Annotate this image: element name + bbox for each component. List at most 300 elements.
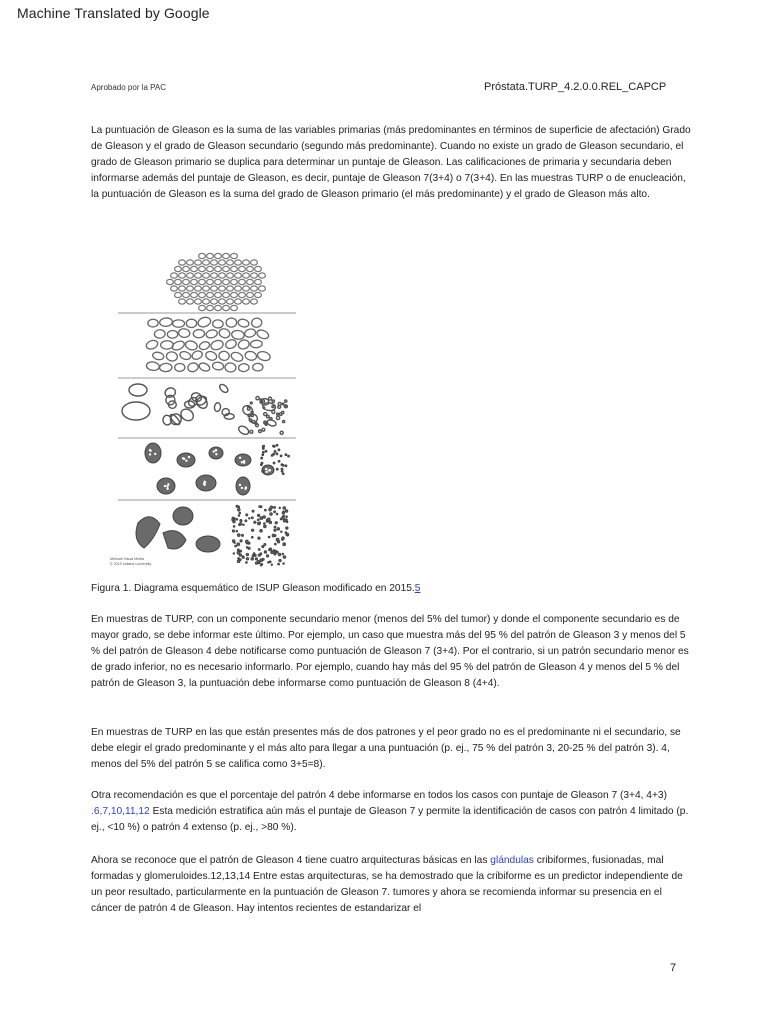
- gland-shape: [179, 350, 192, 361]
- page-number: 7: [670, 962, 677, 974]
- cell-dot: [251, 558, 253, 560]
- cell-dot: [283, 520, 285, 522]
- cell-dot: [269, 521, 272, 524]
- gland-shape: [175, 266, 182, 271]
- figure-credit-line-2: © 2015 Indiana University: [110, 562, 152, 566]
- lumen-dot: [213, 450, 215, 452]
- cell-dot: [242, 556, 244, 558]
- gland-shape: [255, 292, 262, 297]
- gland-shape: [199, 279, 206, 284]
- cell-dot: [279, 507, 280, 508]
- gland-shape: [219, 260, 226, 265]
- cell-dot: [258, 537, 260, 539]
- cell-dot: [264, 413, 267, 416]
- cell-dot: [280, 455, 282, 457]
- gland-shape: [235, 286, 242, 291]
- lumen-dot: [167, 483, 169, 485]
- gland-shape: [171, 339, 186, 351]
- cell-dot: [246, 562, 248, 564]
- gland-shape: [187, 362, 199, 373]
- lumen-dot: [149, 449, 151, 451]
- gland-shape: [231, 279, 238, 284]
- lumen-dot: [215, 453, 217, 455]
- cell-dot: [278, 402, 281, 405]
- cell-dot: [239, 512, 241, 514]
- lumen-dot: [182, 457, 184, 459]
- cell-dot: [283, 556, 286, 559]
- cell-dot: [255, 562, 257, 564]
- cell-dot: [268, 562, 270, 564]
- cell-dot: [239, 559, 241, 561]
- gland-shape: [219, 273, 226, 278]
- gland-shape: [207, 305, 214, 310]
- gland-shape: [197, 316, 212, 329]
- cell-dot: [282, 411, 284, 413]
- cell-dot: [241, 534, 243, 536]
- cell-dot: [240, 540, 242, 542]
- gland-shape: [171, 273, 178, 278]
- cell-dot: [282, 473, 284, 475]
- gland-shape: [195, 286, 202, 291]
- cell-dot: [238, 506, 240, 508]
- cell-dot: [278, 563, 280, 565]
- gland-shape: [238, 363, 249, 372]
- cell-dot: [279, 559, 281, 561]
- gland-shape: [218, 383, 229, 394]
- cell-dot: [255, 558, 257, 560]
- cell-dot: [246, 553, 248, 555]
- gland-shape: [199, 292, 206, 297]
- cell-dot: [282, 464, 284, 466]
- gland-shape: [227, 273, 234, 278]
- gland-shape: [236, 477, 250, 495]
- cell-dot: [283, 507, 286, 510]
- cell-dot: [273, 550, 275, 552]
- cell-dot: [233, 526, 235, 528]
- gland-shape: [239, 279, 246, 284]
- gland-shape: [175, 292, 182, 297]
- gland-shape: [195, 299, 202, 304]
- cell-dot: [262, 451, 264, 453]
- cell-dot: [272, 400, 274, 402]
- gland-shape: [205, 350, 218, 362]
- gland-shape: [218, 327, 231, 339]
- cell-dot: [240, 523, 242, 525]
- figure-caption: [91, 583, 420, 594]
- gland-shape: [198, 362, 211, 373]
- gland-shape: [223, 253, 230, 258]
- figure-caption-text: Figura 1. Diagrama esquemático de ISUP Gleason modificado en 2015.: [91, 583, 415, 594]
- gland-shape: [237, 318, 249, 328]
- cell-dot: [264, 523, 266, 525]
- cell-dot: [261, 457, 263, 459]
- cell-dot: [262, 546, 264, 548]
- gland-shape: [227, 299, 234, 304]
- paragraph-gleason-score: La puntuación de Gleason es la suma de las variables primarias (más predominantes en términos de superficie de afectación) Grado de Gleason y el grado de Gleason secundario (segundo más predominante). Cuando no existe un grado de Gleason secundario, el grado de Gleason primario se duplica para determinar un puntaje de Gleason. Las calificaciones de primaria y secundaria deben informarse además del puntaje de Gleason, es decir, puntaje de Gleason 7(3+4) o 7(3+4). En las muestras TURP o de enucleación, la puntuación de Gleason es la suma del grado de Gleason primario (el más predominante) y el grado de Gleason más alto.: [91, 125, 691, 200]
- gland-shape: [187, 260, 194, 265]
- cell-dot: [266, 555, 268, 557]
- cell-dot: [278, 449, 280, 451]
- gland-shape: [227, 286, 234, 291]
- gland-shape: [214, 402, 221, 412]
- gland-shape: [203, 299, 210, 304]
- gland-shape: [159, 363, 172, 372]
- gland-shape: [148, 319, 159, 327]
- gland-shape: [235, 454, 251, 466]
- cell-dot: [271, 551, 273, 553]
- gland-shape: [203, 260, 210, 265]
- cell-dot: [233, 520, 236, 523]
- gland-shape: [210, 339, 225, 351]
- gland-shape: [184, 339, 198, 351]
- paragraph-pattern4-architectures: [91, 853, 693, 917]
- solid-sheet: [136, 517, 160, 548]
- cell-dot: [275, 543, 277, 545]
- gland-shape: [186, 319, 197, 327]
- gland-shape: [219, 286, 226, 291]
- cell-dot: [270, 513, 273, 516]
- cell-dot: [282, 516, 285, 519]
- reference-links-6-12[interactable]: .6,7,10,11,12: [91, 806, 150, 817]
- lumen-dot: [241, 461, 243, 463]
- lumen-dot: [239, 457, 241, 459]
- gland-shape: [146, 361, 160, 371]
- gland-shape: [179, 273, 186, 278]
- cell-dot: [282, 553, 283, 554]
- cell-dot: [282, 537, 285, 540]
- cell-dot: [262, 558, 264, 560]
- cell-dot: [274, 526, 276, 528]
- cell-dot: [286, 533, 287, 534]
- gland-shape: [225, 363, 237, 373]
- cell-dot: [274, 507, 276, 509]
- gland-shape: [187, 299, 194, 304]
- gland-shape: [223, 266, 230, 271]
- cell-dot: [260, 530, 263, 533]
- gland-shape: [209, 447, 223, 459]
- cell-dot: [259, 430, 262, 433]
- gland-shape: [205, 329, 218, 339]
- lumen-dot: [241, 487, 243, 489]
- gland-shape: [223, 305, 230, 310]
- gland-shape: [179, 286, 186, 291]
- gland-shape: [179, 260, 186, 265]
- cell-dot: [235, 545, 237, 547]
- gland-shape: [207, 253, 214, 258]
- cell-dot: [237, 549, 239, 551]
- gland-shape: [235, 260, 242, 265]
- gland-shape: [199, 253, 206, 258]
- gland-shape: [191, 292, 198, 297]
- gland-shape: [159, 317, 172, 326]
- gland-shape: [187, 286, 194, 291]
- cell-dot: [276, 416, 279, 419]
- gland-shape: [175, 363, 185, 371]
- lumen-dot: [239, 484, 241, 486]
- paragraph-turp-multiple-patterns: En muestras de TURP en las que están presentes más de dos patrones y el peor grado no es el predominante ni el secundario, se debe elegir el grado predominante y el más alto para llegar a una puntuación (p. ej., 75 % del patrón 3, 20-25 % del patrón 3). 4, menos del 5% del patrón 5 se califica como 3+5=8).: [91, 727, 681, 770]
- cell-dot: [243, 524, 244, 525]
- lumen-dot: [245, 486, 247, 488]
- gland-shape: [178, 328, 190, 338]
- cell-dot: [264, 544, 266, 546]
- cell-dot: [236, 530, 238, 532]
- cell-dot: [258, 554, 260, 556]
- gland-shape: [195, 273, 202, 278]
- gland-shape: [231, 292, 238, 297]
- paragraph-4-text-b: Esta medición estratifica aún más el puntaje de Gleason 7 y permite la identificación de casos con patrón 4 limitado (p. ej., <10 %) o patrón 4 extenso (p. ej., >80 %).: [91, 806, 689, 833]
- cell-dot: [283, 420, 285, 422]
- paragraph-5-text-a: Ahora se reconoce que el patrón de Gleason 4 tiene cuatro arquitecturas básicas en las: [91, 855, 488, 866]
- cell-dot: [240, 550, 242, 552]
- cell-dot: [264, 525, 267, 528]
- cell-dot: [285, 454, 287, 456]
- gland-shape: [221, 408, 230, 417]
- cell-dot: [268, 397, 271, 400]
- paragraph-turp-minor-component: En muestras de TURP, con un componente secundario menor (menos del 5% del tumor) y donde el componente secundario es de mayor grado, se debe informar este último. Por ejemplo, un caso que muestra más del 95 % del patrón de Gleason 3 y menos del 5 % del patrón de Gleason 4 debe notificarse como puntuación de Gleason 7 (3+4). Por el contrario, si un patrón secundario menor es de grado inferior, no es necesario informarlo. Por ejemplo, cuando hay más del 95 % del patrón de Gleason 4 y menos del 5 % del patrón de Gleason 3, la puntuación debe informarse como puntuación de Gleason 8 (4+4).: [91, 614, 689, 689]
- lumen-dot: [265, 468, 267, 470]
- cell-dot: [233, 553, 234, 554]
- gland-shape: [203, 273, 210, 278]
- header-approval: Aprobado por la PAC: [91, 83, 167, 92]
- cell-dot: [250, 430, 253, 433]
- cell-dot: [249, 518, 250, 519]
- paragraph-5-text-b: cribiformes, fusionadas, mal formadas y glomeruloides.12,13,14 Entre estas arquitecturas, se ha demostrado que la cribiforme es un predictor independiente de un peor resultado, particularmente en la puntuación de Gleason 7. tumores y ahora se recomienda informar su presencia en el cáncer de patrón 4 de Gleason. Hay intentos recientes de estandarizar el: [91, 855, 683, 914]
- cell-dot: [258, 549, 260, 551]
- lumen-dot: [266, 471, 268, 473]
- cell-dot: [262, 470, 264, 472]
- cell-dot: [238, 509, 241, 512]
- cell-dot: [281, 531, 282, 532]
- gland-shape: [247, 266, 254, 271]
- cell-dot: [252, 555, 254, 557]
- gland-shape: [247, 292, 254, 297]
- cell-dot: [270, 506, 273, 509]
- gland-shape: [211, 273, 218, 278]
- gland-shape: [129, 384, 147, 396]
- cell-dot: [262, 446, 264, 448]
- cell-dot: [268, 536, 270, 538]
- gland-shape: [250, 340, 262, 348]
- gland-shape: [231, 253, 238, 258]
- gland-shape: [191, 279, 198, 284]
- header-document-id: Próstata.TURP_4.2.0.0.REL_CAPCP: [484, 81, 667, 93]
- lumen-dot: [215, 449, 217, 451]
- gland-shape: [212, 320, 223, 328]
- cell-dot: [234, 518, 236, 520]
- cell-dot: [281, 468, 283, 470]
- cell-dot: [277, 413, 279, 415]
- lumen-dot: [269, 469, 271, 471]
- cell-dot: [276, 513, 278, 515]
- cell-dot: [278, 553, 281, 556]
- cell-dot: [238, 515, 240, 517]
- lumen-dot: [188, 456, 190, 458]
- cell-dot: [278, 460, 280, 462]
- cell-dot: [265, 450, 267, 452]
- gland-shape: [224, 338, 237, 350]
- cell-dot: [259, 522, 260, 523]
- gland-shape: [198, 340, 210, 351]
- gland-shape: [215, 266, 222, 271]
- cell-dot: [254, 521, 256, 523]
- gland-shape: [230, 351, 244, 363]
- gland-shape: [187, 273, 194, 278]
- glandulas-link[interactable]: glándulas: [490, 855, 534, 866]
- gland-shape: [239, 292, 246, 297]
- paragraph-pattern4-percentage: [91, 788, 693, 836]
- gleason-diagram-figure: [108, 248, 308, 573]
- cell-dot: [264, 509, 266, 511]
- gland-shape: [215, 305, 222, 310]
- gland-shape: [244, 328, 257, 338]
- gland-shape: [122, 402, 150, 420]
- gland-shape: [226, 318, 237, 328]
- cell-dot: [246, 558, 248, 560]
- gland-shape: [193, 329, 205, 338]
- gland-shape: [235, 299, 242, 304]
- cell-dot: [275, 522, 277, 524]
- gland-shape: [251, 299, 258, 304]
- gland-shape: [191, 266, 198, 271]
- gland-shape: [179, 299, 186, 304]
- gland-shape: [207, 266, 214, 271]
- gland-shape: [164, 386, 177, 398]
- gland-shape: [262, 465, 274, 475]
- gland-shape: [255, 266, 262, 271]
- gland-shape: [231, 305, 238, 310]
- cell-dot: [251, 414, 253, 416]
- cell-dot: [237, 551, 240, 554]
- gland-shape: [251, 260, 258, 265]
- cell-dot: [285, 465, 287, 467]
- cell-dot: [280, 431, 283, 434]
- cell-dot: [285, 510, 288, 513]
- gland-shape: [211, 260, 218, 265]
- gland-shape: [167, 279, 174, 284]
- gland-shape: [183, 292, 190, 297]
- gland-shape: [161, 341, 174, 350]
- cell-dot: [245, 520, 247, 522]
- gland-shape: [219, 299, 226, 304]
- cell-dot: [276, 468, 278, 470]
- gland-shape: [251, 273, 258, 278]
- cell-dot: [275, 552, 277, 554]
- gland-shape: [243, 273, 250, 278]
- cell-dot: [282, 403, 284, 405]
- cell-dot: [267, 518, 270, 521]
- cell-dot: [237, 543, 240, 546]
- gland-shape: [199, 266, 206, 271]
- gland-shape: [196, 536, 220, 552]
- gland-shape: [212, 362, 224, 371]
- cell-dot: [286, 516, 288, 518]
- paragraph-4-text-a: Otra recomendación es que el porcentaje del patrón 4 debe informarse en todos los casos con puntaje de Gleason 7 (3+4, 4+3): [91, 790, 667, 801]
- gland-shape: [253, 363, 263, 371]
- gland-shape: [207, 292, 214, 297]
- cell-dot: [262, 400, 265, 403]
- cell-dot: [286, 527, 288, 529]
- gland-shape: [167, 330, 178, 338]
- lumen-dot: [154, 453, 156, 455]
- gland-shape: [199, 305, 206, 310]
- cell-dot: [270, 418, 272, 420]
- cell-dot: [272, 534, 275, 537]
- cell-dot: [272, 410, 275, 413]
- cell-dot: [253, 553, 255, 555]
- cell-dot: [257, 514, 259, 516]
- gland-shape: [243, 260, 250, 265]
- cell-dot: [236, 519, 238, 521]
- cell-dot: [273, 453, 275, 455]
- gland-shape: [203, 286, 210, 291]
- gland-shape: [243, 286, 250, 291]
- gland-shape: [195, 260, 202, 265]
- gland-shape: [227, 260, 234, 265]
- lumen-dot: [185, 459, 187, 461]
- cell-dot: [277, 528, 280, 531]
- cell-dot: [274, 451, 276, 453]
- gland-shape: [211, 299, 218, 304]
- cell-dot: [251, 517, 253, 519]
- cell-dot: [248, 406, 250, 408]
- gland-shape: [218, 351, 230, 361]
- gland-shape: [259, 286, 266, 291]
- gland-shape: [215, 279, 222, 284]
- lumen-dot: [166, 488, 168, 490]
- gland-shape: [237, 424, 250, 436]
- cell-dot: [276, 444, 278, 446]
- gland-shape: [223, 292, 230, 297]
- cell-dot: [240, 520, 242, 522]
- cell-dot: [256, 396, 259, 399]
- gland-shape: [235, 273, 242, 278]
- lumen-dot: [204, 484, 206, 486]
- gland-shape: [145, 443, 161, 463]
- cell-dot: [260, 517, 263, 520]
- cell-dot: [252, 510, 254, 512]
- lumen-dot: [243, 460, 245, 462]
- cell-dot: [285, 400, 287, 402]
- cell-dot: [237, 534, 240, 537]
- cell-dot: [269, 549, 271, 551]
- gland-shape: [215, 253, 222, 258]
- solid-sheet: [163, 531, 186, 549]
- gland-shape: [259, 273, 266, 278]
- reference-link-5[interactable]: 5: [414, 583, 421, 594]
- gland-shape: [191, 349, 204, 360]
- cell-dot: [271, 564, 272, 565]
- gland-shape: [231, 330, 245, 340]
- cell-dot: [246, 547, 248, 549]
- cell-dot: [272, 406, 274, 408]
- cell-dot: [262, 428, 265, 431]
- gland-shape: [173, 507, 193, 525]
- gland-shape: [251, 317, 263, 328]
- cell-dot: [263, 516, 266, 519]
- gland-shape: [256, 328, 270, 340]
- cell-dot: [251, 529, 253, 531]
- cell-dot: [273, 462, 275, 464]
- cell-dot: [264, 551, 266, 553]
- gland-shape: [251, 286, 258, 291]
- gland-shape: [173, 320, 185, 327]
- cell-dot: [283, 563, 285, 565]
- gland-shape: [207, 279, 214, 284]
- gland-shape: [223, 279, 230, 284]
- gland-shape: [244, 350, 257, 361]
- cell-dot: [245, 540, 248, 543]
- lumen-dot: [203, 481, 205, 483]
